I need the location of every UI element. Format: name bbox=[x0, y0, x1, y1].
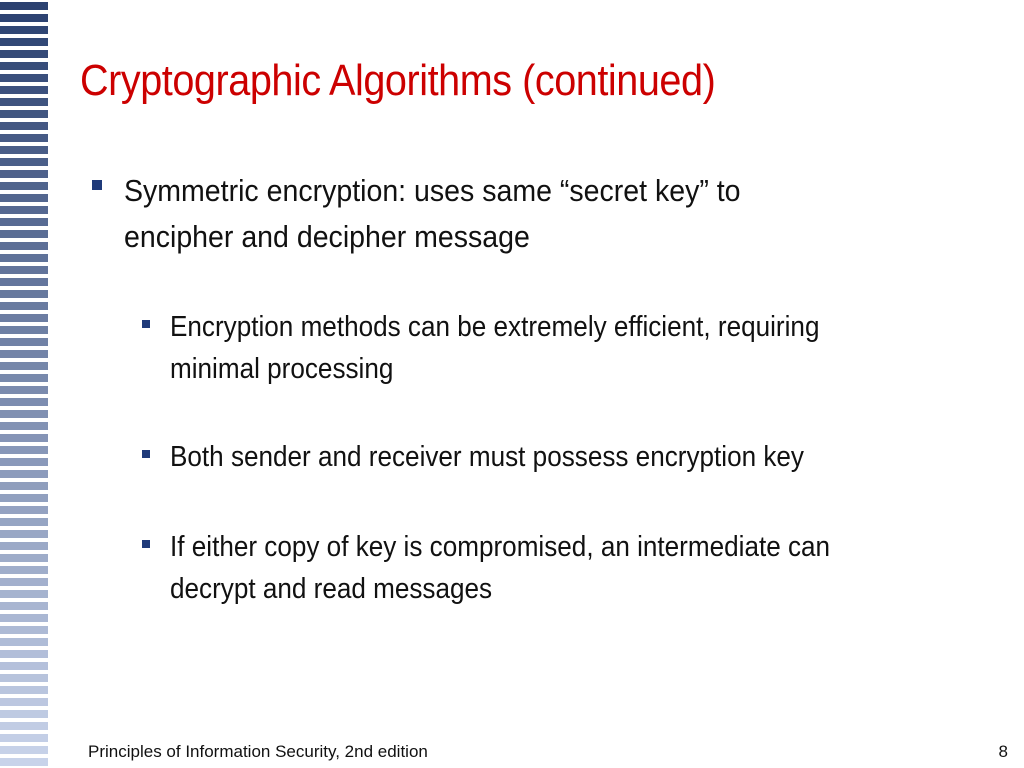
stripe-line bbox=[0, 266, 48, 274]
bullet-text: Both sender and receiver must possess encryption key bbox=[170, 441, 804, 473]
stripe-line bbox=[0, 638, 48, 646]
stripe-line bbox=[0, 482, 48, 490]
bullet-level1-symmetric-encryption bbox=[92, 168, 852, 260]
stripe-line bbox=[0, 362, 48, 370]
stripe-line bbox=[0, 86, 48, 94]
stripe-line bbox=[0, 230, 48, 238]
stripe-line bbox=[0, 506, 48, 514]
stripe-line bbox=[0, 686, 48, 694]
stripe-line bbox=[0, 554, 48, 562]
stripe-line bbox=[0, 242, 48, 250]
stripe-line bbox=[0, 662, 48, 670]
bullet-text: Symmetric encryption: uses same “secret key” to encipher and decipher message bbox=[124, 173, 741, 254]
stripe-line bbox=[0, 374, 48, 382]
stripe-line bbox=[0, 326, 48, 334]
square-bullet-icon bbox=[142, 540, 150, 548]
stripe-line bbox=[0, 758, 48, 766]
stripe-line bbox=[0, 182, 48, 190]
stripe-line bbox=[0, 734, 48, 742]
slide-title: Cryptographic Algorithms (continued) bbox=[80, 56, 716, 105]
stripe-line bbox=[0, 50, 48, 58]
square-bullet-icon bbox=[142, 450, 150, 458]
stripe-line bbox=[0, 38, 48, 46]
stripe-line bbox=[0, 170, 48, 178]
stripe-line bbox=[0, 254, 48, 262]
stripe-line bbox=[0, 350, 48, 358]
stripe-line bbox=[0, 194, 48, 202]
stripe-line bbox=[0, 146, 48, 154]
stripe-line bbox=[0, 218, 48, 226]
stripe-line bbox=[0, 410, 48, 418]
stripe-line bbox=[0, 206, 48, 214]
stripe-line bbox=[0, 122, 48, 130]
stripe-line bbox=[0, 98, 48, 106]
stripe-line bbox=[0, 278, 48, 286]
stripe-line bbox=[0, 422, 48, 430]
stripe-line bbox=[0, 314, 48, 322]
bullet-text: Encryption methods can be extremely efficient, requiring minimal processing bbox=[170, 311, 820, 385]
stripe-line bbox=[0, 494, 48, 502]
stripe-line bbox=[0, 398, 48, 406]
stripe-line bbox=[0, 302, 48, 310]
stripe-line bbox=[0, 578, 48, 586]
bullet-text: If either copy of key is compromised, an intermediate can decrypt and read messages bbox=[170, 531, 831, 605]
stripe-line bbox=[0, 26, 48, 34]
stripe-line bbox=[0, 626, 48, 634]
stripe-line bbox=[0, 614, 48, 622]
stripe-line bbox=[0, 518, 48, 526]
bullet-level2-compromised bbox=[142, 526, 962, 610]
bullet-level2-possess-key bbox=[142, 436, 962, 478]
bullet-level2-efficient bbox=[142, 306, 962, 390]
stripe-line bbox=[0, 458, 48, 466]
square-bullet-icon bbox=[142, 320, 150, 328]
stripe-line bbox=[0, 470, 48, 478]
stripe-line bbox=[0, 710, 48, 718]
stripe-line bbox=[0, 386, 48, 394]
square-bullet-icon bbox=[92, 180, 102, 190]
stripe-line bbox=[0, 698, 48, 706]
page-number: 8 bbox=[998, 742, 1008, 761]
stripe-line bbox=[0, 722, 48, 730]
stripe-line bbox=[0, 746, 48, 754]
stripe-line bbox=[0, 446, 48, 454]
stripe-line bbox=[0, 2, 48, 10]
stripe-line bbox=[0, 590, 48, 598]
stripe-line bbox=[0, 434, 48, 442]
stripe-line bbox=[0, 158, 48, 166]
left-decorative-stripes bbox=[0, 0, 48, 768]
stripe-line bbox=[0, 110, 48, 118]
stripe-line bbox=[0, 566, 48, 574]
stripe-line bbox=[0, 530, 48, 538]
footer-source: Principles of Information Security, 2nd edition bbox=[88, 742, 428, 761]
stripe-line bbox=[0, 650, 48, 658]
stripe-line bbox=[0, 542, 48, 550]
stripe-line bbox=[0, 134, 48, 142]
stripe-line bbox=[0, 14, 48, 22]
stripe-line bbox=[0, 602, 48, 610]
stripe-line bbox=[0, 74, 48, 82]
stripe-line bbox=[0, 62, 48, 70]
stripe-line bbox=[0, 338, 48, 346]
stripe-line bbox=[0, 290, 48, 298]
stripe-line bbox=[0, 674, 48, 682]
